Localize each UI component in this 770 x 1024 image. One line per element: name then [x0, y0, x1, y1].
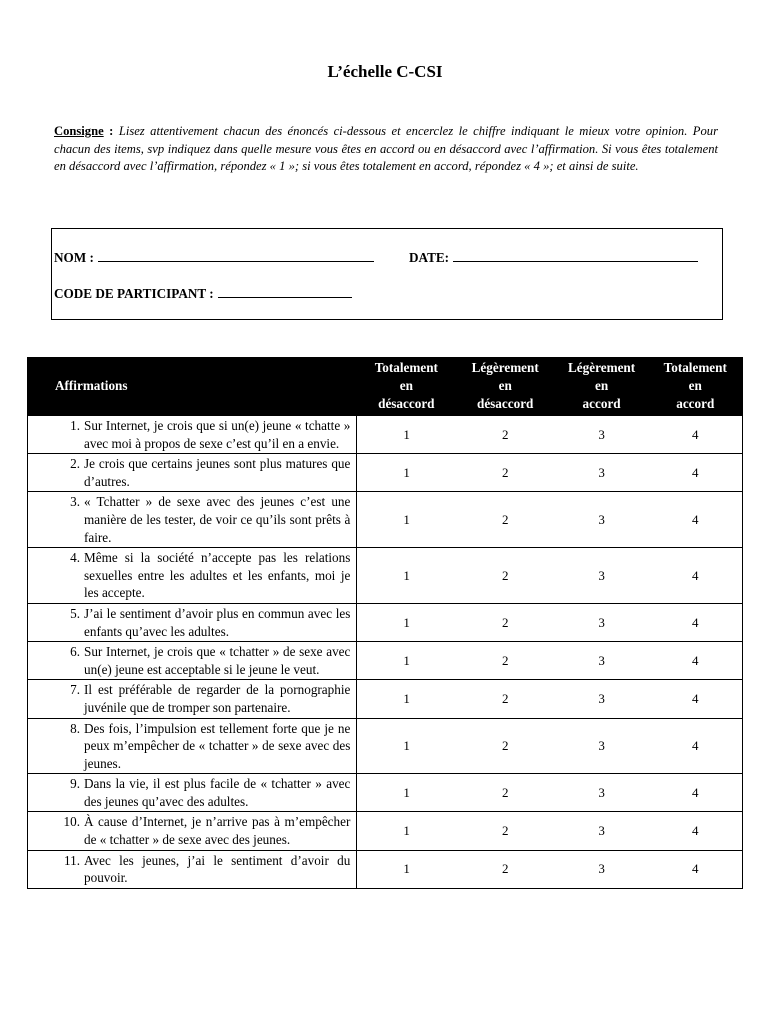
rating-option-2[interactable]: 2 [456, 548, 555, 604]
rating-option-2[interactable]: 2 [456, 492, 555, 548]
item-number: 5. [70, 605, 80, 621]
rating-option-4[interactable]: 4 [649, 812, 743, 850]
name-input-line[interactable] [98, 251, 374, 262]
item-number: 3. [70, 494, 80, 510]
rating-option-3[interactable]: 3 [555, 454, 649, 492]
table-row [28, 642, 743, 680]
rating-option-1[interactable]: 1 [357, 642, 456, 680]
item-text: J’ai le sentiment d’avoir plus en commun avec les enfants qu’avec les adultes. [84, 605, 351, 639]
header-col-1: Totalement en désaccord [357, 357, 456, 416]
item-text: « Tchatter » de sexe avec des jeunes c’est une manière de les tester, de voir ce qu’ils sont prêts à faire. [84, 494, 351, 545]
item-text: Il est préférable de regarder de la pornographie juvénile que de tromper son partenaire. [84, 682, 351, 715]
item-number: 10. [63, 814, 80, 830]
rating-option-3[interactable]: 3 [555, 548, 649, 604]
rating-option-3[interactable]: 3 [555, 680, 649, 718]
rating-option-4[interactable]: 4 [649, 718, 743, 774]
rating-option-1[interactable]: 1 [357, 416, 456, 454]
item-number: 2. [70, 456, 80, 472]
statement-cell [28, 812, 357, 850]
rating-option-1[interactable]: 1 [357, 492, 456, 548]
table-row [28, 416, 743, 454]
rating-option-3[interactable]: 3 [555, 492, 649, 548]
rating-option-3[interactable]: 3 [555, 850, 649, 888]
date-input-line[interactable] [453, 251, 698, 262]
rating-option-3[interactable]: 3 [555, 603, 649, 641]
item-number: 9. [70, 776, 80, 792]
item-text: À cause d’Internet, je n’arrive pas à m’empêcher de « tchatter » de sexe avec des jeunes. [84, 814, 351, 848]
statement-cell [28, 492, 357, 548]
table-header-row [28, 357, 743, 416]
rating-option-2[interactable]: 2 [456, 718, 555, 774]
participant-code-field [54, 286, 352, 302]
table-row [28, 603, 743, 641]
rating-option-3[interactable]: 3 [555, 718, 649, 774]
item-number: 1. [70, 418, 80, 433]
item-text: Même si la société n’accepte pas les relations sexuelles entre les adultes et les enfants, moi je les accepte. [84, 550, 351, 601]
rating-option-3[interactable]: 3 [555, 774, 649, 812]
table-row [28, 492, 743, 548]
rating-option-3[interactable]: 3 [555, 416, 649, 454]
rating-option-2[interactable]: 2 [456, 680, 555, 718]
statement-cell [28, 850, 357, 888]
participant-info-box [51, 228, 723, 320]
questionnaire-table [27, 357, 743, 889]
item-number: 7. [70, 682, 80, 698]
rating-option-4[interactable]: 4 [649, 850, 743, 888]
rating-option-4[interactable]: 4 [649, 774, 743, 812]
statement-cell [28, 718, 357, 774]
participant-code-input-line[interactable] [218, 287, 352, 298]
rating-option-4[interactable]: 4 [649, 680, 743, 718]
rating-option-1[interactable]: 1 [357, 718, 456, 774]
item-number: 4. [70, 550, 80, 566]
rating-option-1[interactable]: 1 [357, 812, 456, 850]
table-row [28, 680, 743, 718]
table-row [28, 850, 743, 888]
rating-option-4[interactable]: 4 [649, 642, 743, 680]
header-col-2: Légèrement en désaccord [456, 357, 555, 416]
rating-option-2[interactable]: 2 [456, 774, 555, 812]
date-field [409, 250, 698, 266]
instructions [54, 123, 718, 176]
header-affirmations: Affirmations [28, 357, 357, 416]
instructions-colon: : [103, 124, 119, 138]
rating-option-1[interactable]: 1 [357, 548, 456, 604]
header-col-3: Légèrement en accord [555, 357, 649, 416]
item-text: Je crois que certains jeunes sont plus matures que d’autres. [84, 456, 351, 489]
rating-option-1[interactable]: 1 [357, 454, 456, 492]
rating-option-1[interactable]: 1 [357, 850, 456, 888]
table-row [28, 718, 743, 774]
rating-option-2[interactable]: 2 [456, 850, 555, 888]
table-row [28, 454, 743, 492]
item-text: Avec les jeunes, j’ai le sentiment d’avoir du pouvoir. [84, 852, 351, 886]
rating-option-2[interactable]: 2 [456, 642, 555, 680]
statement-cell [28, 454, 357, 492]
rating-option-2[interactable]: 2 [456, 416, 555, 454]
rating-option-4[interactable]: 4 [649, 416, 743, 454]
rating-option-4[interactable]: 4 [649, 492, 743, 548]
rating-option-1[interactable]: 1 [357, 603, 456, 641]
statement-cell [28, 642, 357, 680]
page-title: L’échelle C-CSI [327, 62, 443, 81]
statement-cell [28, 774, 357, 812]
table-row [28, 812, 743, 850]
rating-option-1[interactable]: 1 [357, 774, 456, 812]
rating-option-2[interactable]: 2 [456, 812, 555, 850]
table-row [28, 548, 743, 604]
instructions-text: Lisez attentivement chacun des énoncés ci-dessous et encerclez le chiffre indiquant le mieux votre opinion. Pour chacun des items, svp indiquez dans quelle mesure vous êtes en accord ou en désaccord avec l’affirmation. Si vous êtes totalement en désaccord avec l’affirmation, répondez « 1 »; si vous êtes totalement en accord, répondez « 4 »; et ainsi de suite. [54, 124, 718, 173]
participant-code-label: CODE DE PARTICIPANT : [54, 286, 214, 301]
statement-cell [28, 416, 357, 454]
statement-cell [28, 680, 357, 718]
date-label: DATE: [409, 250, 450, 265]
rating-option-1[interactable]: 1 [357, 680, 456, 718]
item-number: 11. [64, 852, 80, 868]
item-number: 6. [70, 644, 80, 660]
item-text: Des fois, l’impulsion est tellement forte que je ne peux m’empêcher de « tchatter » de sexe avec des jeunes. [84, 720, 351, 771]
rating-option-4[interactable]: 4 [649, 454, 743, 492]
instructions-label: Consigne [54, 124, 104, 138]
name-label: NOM : [54, 250, 94, 265]
statement-cell [28, 603, 357, 641]
item-text: Dans la vie, il est plus facile de « tchatter » avec des jeunes qu’avec des adultes. [84, 776, 351, 809]
table-row [28, 774, 743, 812]
rating-option-3[interactable]: 3 [555, 642, 649, 680]
rating-option-2[interactable]: 2 [456, 603, 555, 641]
item-text: Sur Internet, je crois que « tchatter » de sexe avec un(e) jeune est acceptable si le jeune le veut. [84, 644, 351, 677]
statement-cell [28, 548, 357, 604]
rating-option-2[interactable]: 2 [456, 454, 555, 492]
name-field [54, 250, 374, 266]
rating-option-4[interactable]: 4 [649, 603, 743, 641]
header-col-4: Totalement en accord [649, 357, 743, 416]
item-number: 8. [70, 720, 80, 736]
item-text: Sur Internet, je crois que si un(e) jeune « tchatte » avec moi à propos de sexe c’est qu’il en a envie. [84, 418, 351, 451]
rating-option-3[interactable]: 3 [555, 812, 649, 850]
rating-option-4[interactable]: 4 [649, 548, 743, 604]
